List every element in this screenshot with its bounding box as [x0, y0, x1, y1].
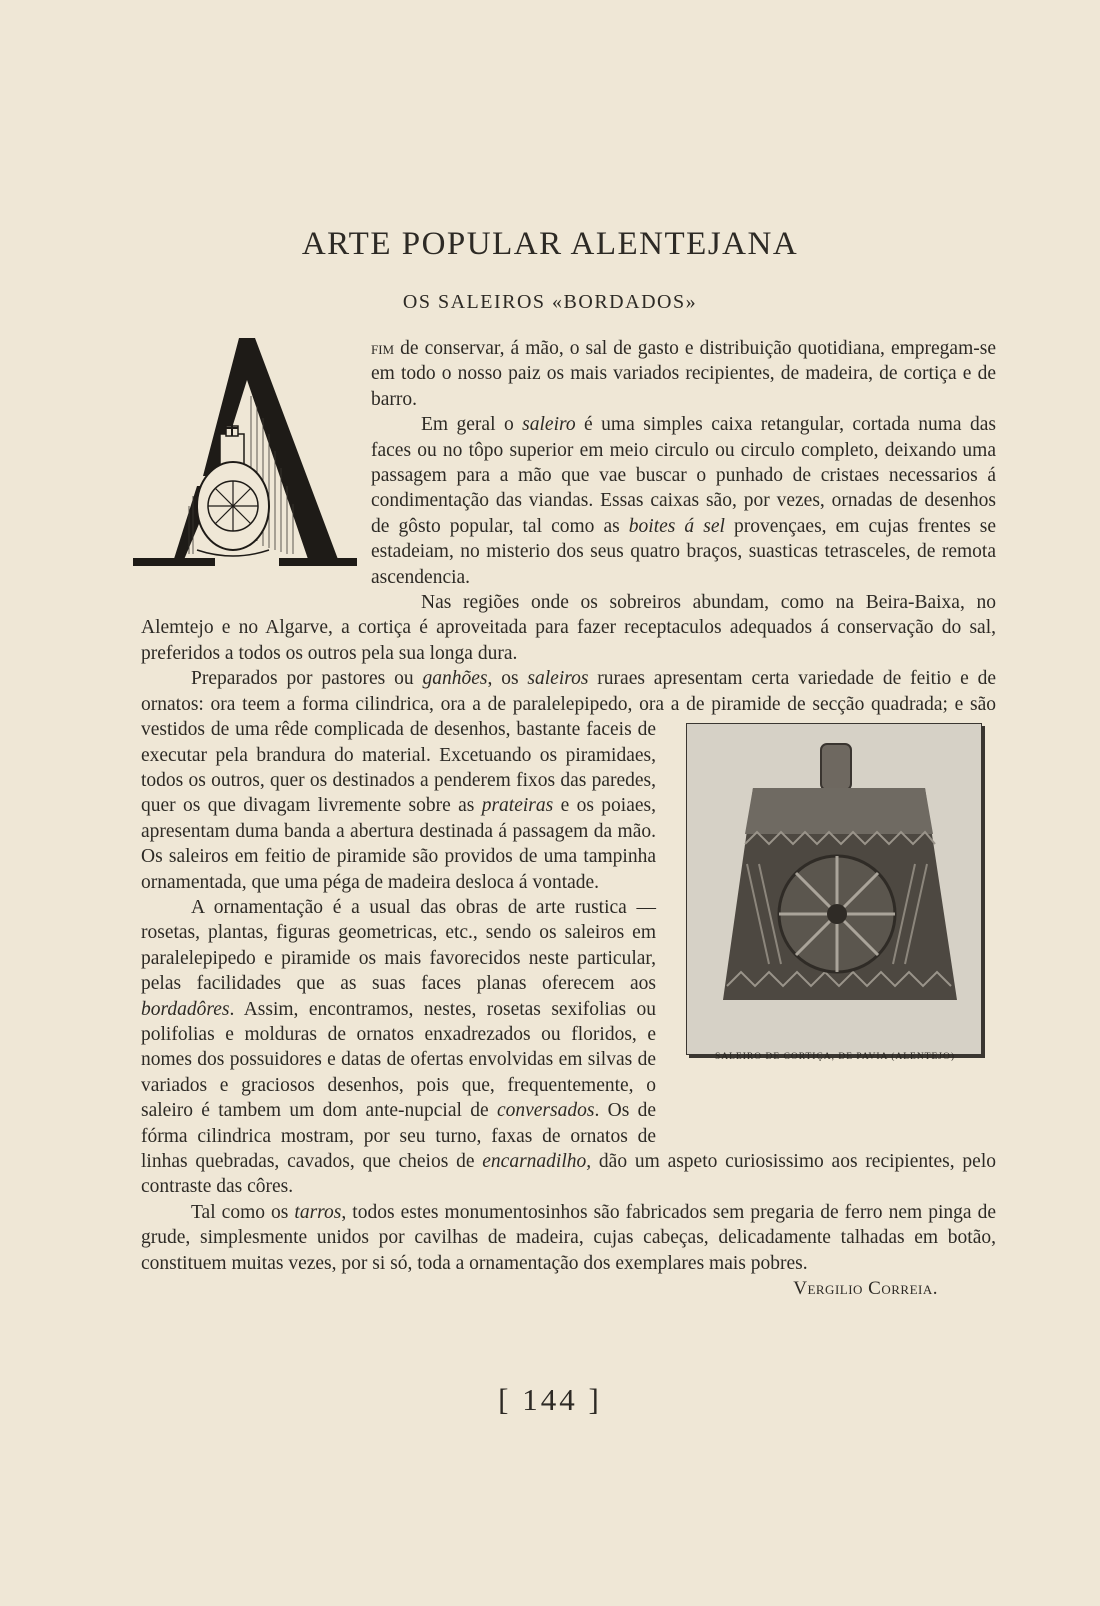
author-signature: Vergilio Correia.: [793, 1278, 938, 1300]
salt-box-photo-icon: [687, 724, 981, 1054]
figure-photo: [686, 723, 982, 1055]
opening-smallcaps: fim: [371, 338, 395, 358]
paragraph-6: Tal como os tarros, todos estes monumentosinhos são fabricados sem pregaria de ferro nem pinga de grude, simplesmente unidos por cavilhas de madeira, cujas cabeças, delicadamente talhadas em botão, constituem muitas vezes, por si só, toda a ornamentação dos exemplares mais pobres.: [141, 1201, 996, 1274]
drop-cap: [133, 336, 369, 592]
article-subtitle: OS SALEIROS «BORDADOS»: [402, 291, 698, 313]
paragraph-4: Preparados por pastores ou ganhões, os saleiros ruraes apresentam certa variedade de feitio e de ornatos: ora teem a forma cilindrica, ora a de paralelepipedo, ora a de pira mide de secção quadrada; e são vestidos de uma rêde complicada de desenhos, bastante faceis de executar pela brandura do material. Excetuando os piramidaes, todos os outros, quer os destinados a penderem fixos das paredes, quer os que divagam livremente sobre as prateiras e os poiaes, apresentam duma banda a abertura destinada á passagem da mão. Os saleiros em feitio de piramide são providos de uma tampinha ornamentada, que uma péga de madeira desloca á vontade.: [141, 666, 996, 895]
article-title: ARTE POPULAR ALENTEJANA: [301, 226, 799, 262]
paragraph-2: Em geral o saleiro é uma simples caixa retangular, cortada numa das faces ou no tôpo superior em meio circulo ou circulo completo, deixando uma passagem para a mão que vae buscar o punhado de cristaes necessarios á condimentação das viandas. Essas caixas são, por vezes, ornadas de desenhos de gôsto popular, tal como as boites á sel provençaes, em cujas frentes se estadeiam, no misterio dos seus quatro braços, suasticas tetrasceles, de remota ascendencia.: [371, 414, 996, 588]
paragraph-5: A ornamentação é a usual das obras de arte rustica — rosetas, plantas, figuras geometricas, etc., sendo os saleiros em paralelepipedo e piramide os mais favorecidos neste particular, pelas facilidades que as suas faces planas oferecem aos bordadôres. Assim, encontramos, nestes, rosetas sexifolias ou polifolias e molduras de ornatos enxadrezados ou floridos, e nomes dos possuidores e datas de ofertas envolvidas em silvas de variados e graciosos desenhos, pois que, frequentemente, o saleiro é tambem um dom ante-nupcial de conversados. Os de fórma cilindrica mostram, por seu turno, faxas de ornatos de linhas quebradas, cavados, que cheios de encarnadilho, dão um aspeto curiosissimo aos recipientes, pelo contraste das côres.: [141, 896, 997, 1198]
figure: [678, 715, 992, 1107]
ornate-drop-cap-icon: [133, 336, 369, 592]
figure-caption: SALEIRO DE CORTIÇA, DE PAVIA (ALENTEJO): [714, 1052, 956, 1063]
paragraph-1: fim de conservar, á mão, o sal de gasto e distribuição quotidiana, empregam-se em todo o nosso paiz os mais variados recipientes, de madeira, de cortiça e de barro.: [371, 338, 996, 410]
page-number: [ 144 ]: [498, 1382, 602, 1417]
paragraph-3: Nas regiões onde os sobreiros abundam, como na Beira-Baixa, no Alemtejo e no Algarve, a cortiça é aproveitada para fazer receptaculos adequados á conservação do sal, preferidos a todos os outros pela sua longa dura.: [141, 592, 996, 664]
